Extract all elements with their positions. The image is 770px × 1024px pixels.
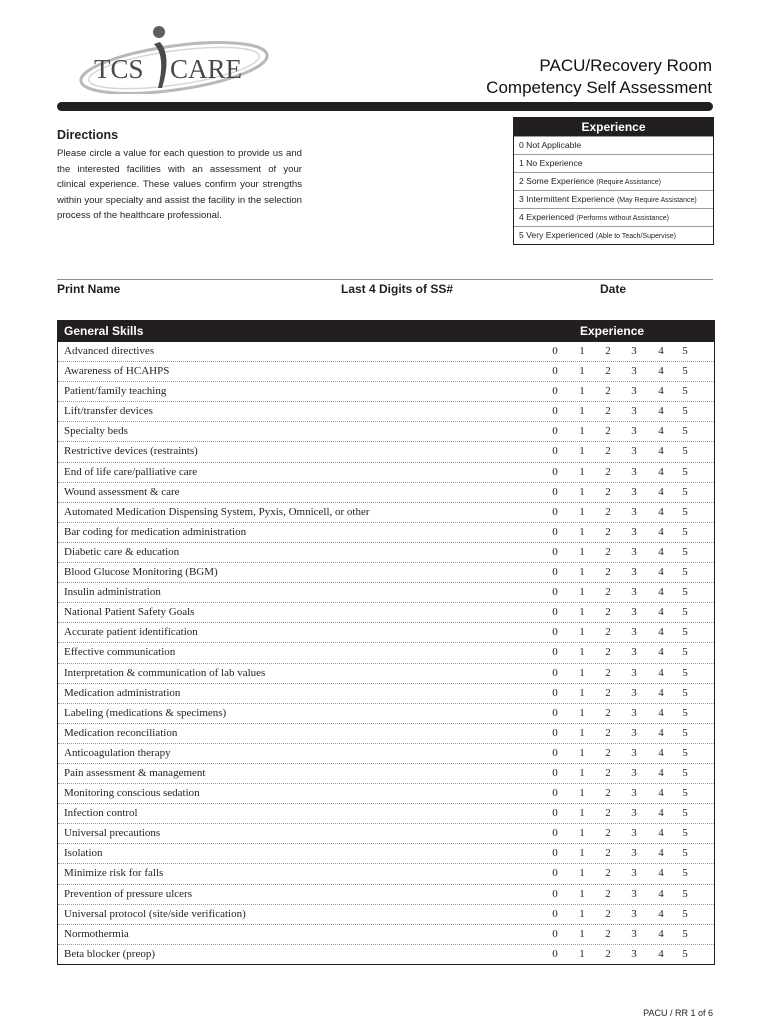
rating-option-0[interactable]: 0 (552, 626, 558, 639)
rating-option-1[interactable]: 1 (579, 927, 585, 940)
rating-option-5[interactable]: 5 (682, 365, 688, 378)
rating-option-5[interactable]: 5 (682, 787, 688, 800)
rating-option-0[interactable]: 0 (552, 485, 558, 498)
rating-option-0[interactable]: 0 (552, 545, 558, 558)
rating-option-3[interactable]: 3 (631, 827, 637, 840)
rating-option-3[interactable]: 3 (631, 626, 637, 639)
rating-option-5[interactable]: 5 (682, 867, 688, 880)
skill-name: Universal protocol (site/side verification) (64, 907, 246, 920)
header-bar (57, 102, 713, 111)
rating-option-3[interactable]: 3 (631, 505, 637, 518)
rating-option-0[interactable]: 0 (552, 465, 558, 478)
rating-option-1[interactable]: 1 (579, 807, 585, 820)
rating-option-3[interactable]: 3 (631, 787, 637, 800)
tcs-care-logo (76, 22, 272, 94)
skill-row (58, 602, 714, 622)
rating-option-2[interactable]: 2 (605, 465, 611, 478)
rating-option-0[interactable]: 0 (552, 425, 558, 438)
rating-option-4[interactable]: 4 (658, 566, 664, 579)
rating-option-3[interactable]: 3 (631, 746, 637, 759)
rating-option-2[interactable]: 2 (605, 907, 611, 920)
skill-name: Lift/transfer devices (64, 405, 153, 418)
rating-option-4[interactable]: 4 (658, 666, 664, 679)
title-line-1: PACU/Recovery Room (539, 56, 712, 75)
rating-option-4[interactable]: 4 (658, 947, 664, 960)
skill-row (58, 924, 714, 944)
rating-option-3[interactable]: 3 (631, 646, 637, 659)
rating-option-1[interactable]: 1 (579, 947, 585, 960)
rating-option-1[interactable]: 1 (579, 345, 585, 357)
skill-name: Advanced directives (64, 345, 155, 357)
rating-option-0[interactable]: 0 (552, 766, 558, 779)
skill-row (58, 823, 714, 843)
skill-row (58, 522, 714, 542)
rating-option-5[interactable]: 5 (682, 545, 688, 558)
rating-option-2[interactable]: 2 (605, 867, 611, 880)
skill-row (58, 421, 714, 441)
skill-name: Interpretation & communication of lab values (64, 666, 266, 679)
rating-option-0[interactable]: 0 (552, 706, 558, 719)
skill-row (58, 502, 714, 522)
rating-option-4[interactable]: 4 (658, 345, 664, 357)
rating-option-5[interactable]: 5 (682, 686, 688, 699)
rating-option-2[interactable]: 2 (605, 586, 611, 599)
rating-option-2[interactable]: 2 (605, 425, 611, 438)
rating-option-0[interactable]: 0 (552, 505, 558, 518)
skill-row (58, 803, 714, 823)
skill-name: Blood Glucose Monitoring (BGM) (64, 566, 218, 579)
rating-option-5[interactable]: 5 (682, 385, 688, 398)
general-skills-header (58, 321, 714, 342)
rating-option-3[interactable]: 3 (631, 907, 637, 920)
skill-row (58, 944, 714, 964)
rating-option-2[interactable]: 2 (605, 827, 611, 840)
rating-option-4[interactable]: 4 (658, 445, 664, 458)
rating-option-2[interactable]: 2 (605, 445, 611, 458)
rating-option-1[interactable]: 1 (579, 566, 585, 579)
rating-option-1[interactable]: 1 (579, 666, 585, 679)
skill-name: Restrictive devices (restraints) (64, 445, 198, 458)
rating-option-1[interactable]: 1 (579, 706, 585, 719)
rating-option-2[interactable]: 2 (605, 766, 611, 779)
rating-option-5[interactable]: 5 (682, 947, 688, 960)
rating-option-4[interactable]: 4 (658, 606, 664, 619)
rating-option-1[interactable]: 1 (579, 425, 585, 438)
date-field[interactable]: Date (600, 282, 627, 296)
rating-option-3[interactable]: 3 (631, 485, 637, 498)
rating-option-1[interactable]: 1 (579, 525, 585, 538)
rating-option-0[interactable]: 0 (552, 947, 558, 960)
rating-option-3[interactable]: 3 (631, 606, 637, 619)
logo-care-text: CARE (170, 54, 243, 84)
rating-option-2[interactable]: 2 (605, 847, 611, 860)
rating-option-5[interactable]: 5 (682, 746, 688, 759)
skill-row (58, 361, 714, 381)
rating-option-4[interactable]: 4 (658, 726, 664, 739)
skill-name: Isolation (64, 847, 103, 860)
rating-option-3[interactable]: 3 (631, 706, 637, 719)
skill-name: Anticoagulation therapy (64, 746, 171, 759)
skill-name: Beta blocker (preop) (64, 947, 156, 960)
rating-option-1[interactable]: 1 (579, 907, 585, 920)
skill-row (58, 863, 714, 883)
rating-option-0[interactable]: 0 (552, 525, 558, 538)
rating-option-3[interactable]: 3 (631, 586, 637, 599)
skill-row (58, 482, 714, 502)
rating-option-0[interactable]: 0 (552, 646, 558, 659)
skill-row (58, 462, 714, 482)
rating-option-1[interactable]: 1 (579, 766, 585, 779)
rating-option-2[interactable]: 2 (605, 646, 611, 659)
directions-heading: Directions (57, 128, 119, 142)
rating-option-4[interactable]: 4 (658, 385, 664, 398)
skill-name: Patient/family teaching (64, 385, 167, 398)
rating-option-1[interactable]: 1 (579, 827, 585, 840)
rating-option-5[interactable]: 5 (682, 566, 688, 579)
rating-option-2[interactable]: 2 (605, 385, 611, 398)
rating-option-2[interactable]: 2 (605, 726, 611, 739)
rating-option-5[interactable]: 5 (682, 465, 688, 478)
rating-option-0[interactable]: 0 (552, 726, 558, 739)
rating-option-4[interactable]: 4 (658, 545, 664, 558)
skill-name: End of life care/palliative care (64, 465, 198, 478)
skill-row (58, 562, 714, 582)
skill-name: Normothermia (64, 927, 129, 940)
rating-option-1[interactable]: 1 (579, 485, 585, 498)
rating-option-4[interactable]: 4 (658, 907, 664, 920)
rating-option-5[interactable]: 5 (682, 445, 688, 458)
rating-option-2[interactable]: 2 (605, 787, 611, 800)
page-title (486, 55, 712, 99)
rating-option-3[interactable]: 3 (631, 425, 637, 438)
rating-option-1[interactable]: 1 (579, 887, 585, 900)
name-line (57, 279, 713, 280)
rating-option-2[interactable]: 2 (605, 666, 611, 679)
skill-name: Automated Medication Dispensing System, Pyxis, Omnicell, or other (64, 505, 370, 518)
experience-legend-item (514, 172, 713, 190)
rating-option-2[interactable]: 2 (605, 626, 611, 639)
rating-option-2[interactable]: 2 (605, 405, 611, 418)
skill-name: National Patient Safety Goals (64, 606, 195, 619)
ssn-field[interactable]: Last 4 Digits of SS# (341, 282, 454, 296)
rating-option-0[interactable]: 0 (552, 887, 558, 900)
legend-label: 5 Very Experienced (519, 230, 594, 240)
rating-option-1[interactable]: 1 (579, 847, 585, 860)
skill-name: Pain assessment & management (64, 766, 206, 779)
rating-option-2[interactable]: 2 (605, 345, 611, 357)
rating-option-2[interactable]: 2 (605, 525, 611, 538)
experience-legend-item (514, 208, 713, 226)
rating-option-3[interactable]: 3 (631, 887, 637, 900)
experience-legend-heading: Experience (514, 118, 713, 136)
experience-legend-item (514, 136, 713, 154)
rating-option-5[interactable]: 5 (682, 666, 688, 679)
skill-name: Insulin administration (64, 586, 161, 599)
rating-option-2[interactable]: 2 (605, 505, 611, 518)
skill-row (58, 381, 714, 401)
experience-legend-item (514, 154, 713, 172)
rating-option-5[interactable]: 5 (682, 827, 688, 840)
rating-option-3[interactable]: 3 (631, 947, 637, 960)
rating-option-5[interactable]: 5 (682, 425, 688, 438)
rating-option-3[interactable]: 3 (631, 927, 637, 940)
rating-option-0[interactable]: 0 (552, 787, 558, 800)
rating-option-3[interactable]: 3 (631, 385, 637, 398)
rating-option-4[interactable]: 4 (658, 867, 664, 880)
rating-option-4[interactable]: 4 (658, 646, 664, 659)
general-skills-heading: General Skills (64, 324, 144, 338)
rating-option-3[interactable]: 3 (631, 445, 637, 458)
rating-option-0[interactable]: 0 (552, 566, 558, 579)
rating-option-4[interactable]: 4 (658, 807, 664, 820)
rating-option-4[interactable]: 4 (658, 586, 664, 599)
rating-option-1[interactable]: 1 (579, 726, 585, 739)
rating-option-5[interactable]: 5 (682, 706, 688, 719)
experience-legend-item (514, 190, 713, 208)
rating-option-4[interactable]: 4 (658, 706, 664, 719)
skill-row (58, 542, 714, 562)
rating-option-1[interactable]: 1 (579, 606, 585, 619)
rating-option-4[interactable]: 4 (658, 365, 664, 378)
rating-option-4[interactable]: 4 (658, 827, 664, 840)
skill-row (58, 743, 714, 763)
general-skills-table (57, 320, 715, 965)
rating-option-5[interactable]: 5 (682, 505, 688, 518)
rating-option-4[interactable]: 4 (658, 927, 664, 940)
rating-option-0[interactable]: 0 (552, 907, 558, 920)
rating-option-3[interactable]: 3 (631, 405, 637, 418)
rating-option-3[interactable]: 3 (631, 686, 637, 699)
skill-row (58, 763, 714, 783)
rating-option-0[interactable]: 0 (552, 827, 558, 840)
page-footer: PACU / RR 1 of 6 (643, 1008, 713, 1018)
rating-option-3[interactable]: 3 (631, 566, 637, 579)
rating-option-1[interactable]: 1 (579, 545, 585, 558)
rating-option-3[interactable]: 3 (631, 525, 637, 538)
rating-option-0[interactable]: 0 (552, 365, 558, 378)
rating-option-4[interactable]: 4 (658, 887, 664, 900)
rating-option-1[interactable]: 1 (579, 746, 585, 759)
rating-option-1[interactable]: 1 (579, 365, 585, 378)
rating-option-5[interactable]: 5 (682, 907, 688, 920)
rating-option-0[interactable]: 0 (552, 586, 558, 599)
rating-option-4[interactable]: 4 (658, 787, 664, 800)
rating-option-0[interactable]: 0 (552, 867, 558, 880)
rating-option-0[interactable]: 0 (552, 847, 558, 860)
rating-option-0[interactable]: 0 (552, 405, 558, 418)
rating-option-5[interactable]: 5 (682, 525, 688, 538)
rating-option-2[interactable]: 2 (605, 887, 611, 900)
rating-option-0[interactable]: 0 (552, 686, 558, 699)
rating-option-2[interactable]: 2 (605, 545, 611, 558)
skill-name: Awareness of HCAHPS (64, 365, 170, 378)
rating-option-0[interactable]: 0 (552, 385, 558, 398)
rating-option-2[interactable]: 2 (605, 927, 611, 940)
rating-option-0[interactable]: 0 (552, 746, 558, 759)
skill-row (58, 663, 714, 683)
skill-row (58, 441, 714, 461)
rating-option-4[interactable]: 4 (658, 465, 664, 478)
skill-name: Infection control (64, 807, 138, 820)
rating-option-1[interactable]: 1 (579, 626, 585, 639)
title-line-2: Competency Self Assessment (486, 78, 712, 97)
rating-option-5[interactable]: 5 (682, 807, 688, 820)
skill-name: Accurate patient identification (64, 626, 198, 639)
rating-option-5[interactable]: 5 (682, 766, 688, 779)
skill-name: Monitoring conscious sedation (64, 787, 200, 800)
rating-option-1[interactable]: 1 (579, 787, 585, 800)
rating-option-5[interactable]: 5 (682, 405, 688, 418)
rating-option-4[interactable]: 4 (658, 766, 664, 779)
skill-row (58, 843, 714, 863)
skill-row (58, 342, 714, 361)
rating-option-2[interactable]: 2 (605, 485, 611, 498)
rating-option-4[interactable]: 4 (658, 847, 664, 860)
skill-row (58, 703, 714, 723)
rating-option-0[interactable]: 0 (552, 606, 558, 619)
directions-text: Please circle a value for each question to provide us and the interested facilities with an assessment of your clinical experience. These values confirm your strengths within your specialty and assist the facility in the selection process of the healthcare professional. (57, 148, 302, 222)
legend-label: 1 No Experience (519, 158, 583, 168)
rating-option-0[interactable]: 0 (552, 927, 558, 940)
rating-option-2[interactable]: 2 (605, 947, 611, 960)
rating-option-3[interactable]: 3 (631, 766, 637, 779)
rating-option-2[interactable]: 2 (605, 606, 611, 619)
legend-note: (Require Assistance) (596, 179, 661, 186)
rating-option-1[interactable]: 1 (579, 445, 585, 458)
rating-option-0[interactable]: 0 (552, 666, 558, 679)
rating-option-2[interactable]: 2 (605, 746, 611, 759)
rating-option-3[interactable]: 3 (631, 465, 637, 478)
rating-option-0[interactable]: 0 (552, 807, 558, 820)
rating-option-4[interactable]: 4 (658, 686, 664, 699)
skill-row (58, 622, 714, 642)
rating-option-2[interactable]: 2 (605, 807, 611, 820)
legend-label: 4 Experienced (519, 212, 574, 222)
rating-option-1[interactable]: 1 (579, 646, 585, 659)
rating-option-3[interactable]: 3 (631, 666, 637, 679)
rating-option-1[interactable]: 1 (579, 505, 585, 518)
rating-option-3[interactable]: 3 (631, 867, 637, 880)
skill-row (58, 401, 714, 421)
skill-name: Medication administration (64, 686, 181, 699)
skill-name: Specialty beds (64, 425, 128, 438)
print-name-field[interactable]: Print Name (57, 282, 121, 296)
rating-option-4[interactable]: 4 (658, 425, 664, 438)
skill-row (58, 884, 714, 904)
experience-legend-item (514, 226, 713, 244)
skill-row (58, 723, 714, 743)
rating-option-2[interactable]: 2 (605, 365, 611, 378)
rating-option-5[interactable]: 5 (682, 626, 688, 639)
legend-note: (Performs without Assistance) (576, 215, 669, 222)
rating-option-5[interactable]: 5 (682, 887, 688, 900)
rating-option-5[interactable]: 5 (682, 726, 688, 739)
rating-option-4[interactable]: 4 (658, 505, 664, 518)
rating-option-1[interactable]: 1 (579, 465, 585, 478)
experience-column-heading: Experience (580, 324, 645, 338)
skill-row (58, 683, 714, 703)
rating-option-4[interactable]: 4 (658, 525, 664, 538)
rating-option-1[interactable]: 1 (579, 385, 585, 398)
rating-option-3[interactable]: 3 (631, 726, 637, 739)
rating-option-5[interactable]: 5 (682, 345, 688, 357)
skill-row (58, 783, 714, 803)
rating-option-5[interactable]: 5 (682, 586, 688, 599)
skill-row (58, 642, 714, 662)
legend-label: 0 Not Applicable (519, 140, 582, 150)
rating-option-1[interactable]: 1 (579, 867, 585, 880)
rating-option-5[interactable]: 5 (682, 606, 688, 619)
skill-name: Effective communication (64, 646, 176, 659)
rating-option-3[interactable]: 3 (631, 847, 637, 860)
rating-option-4[interactable]: 4 (658, 405, 664, 418)
rating-option-5[interactable]: 5 (682, 485, 688, 498)
logo-tcs-text: TCS (94, 54, 144, 84)
rating-option-3[interactable]: 3 (631, 365, 637, 378)
rating-option-5[interactable]: 5 (682, 646, 688, 659)
legend-label: 2 Some Experience (519, 176, 594, 186)
skill-name: Diabetic care & education (64, 545, 180, 558)
rating-option-2[interactable]: 2 (605, 566, 611, 579)
legend-note: (May Require Assistance) (616, 197, 697, 204)
rating-option-1[interactable]: 1 (579, 405, 585, 418)
rating-option-5[interactable]: 5 (682, 847, 688, 860)
rating-option-1[interactable]: 1 (579, 686, 585, 699)
rating-option-3[interactable]: 3 (631, 807, 637, 820)
skill-name: Medication reconciliation (64, 726, 178, 739)
rating-option-5[interactable]: 5 (682, 927, 688, 940)
skill-name: Minimize risk for falls (64, 867, 164, 880)
skill-name: Universal precautions (64, 827, 161, 840)
rating-option-2[interactable]: 2 (605, 686, 611, 699)
rating-option-2[interactable]: 2 (605, 706, 611, 719)
rating-option-0[interactable]: 0 (552, 445, 558, 458)
legend-label: 3 Intermittent Experience (519, 194, 615, 204)
rating-option-4[interactable]: 4 (658, 626, 664, 639)
skill-name: Wound assessment & care (64, 485, 180, 498)
experience-legend (513, 117, 714, 245)
rating-option-0[interactable]: 0 (552, 345, 558, 357)
skill-row (58, 904, 714, 924)
skill-name: Bar coding for medication administration (64, 525, 247, 538)
skill-name: Prevention of pressure ulcers (64, 887, 192, 900)
rating-option-3[interactable]: 3 (631, 545, 637, 558)
rating-option-4[interactable]: 4 (658, 485, 664, 498)
rating-option-3[interactable]: 3 (631, 345, 637, 357)
rating-option-4[interactable]: 4 (658, 746, 664, 759)
skill-name: Labeling (medications & specimens) (64, 706, 227, 719)
legend-note: (Able to Teach/Supervise) (595, 233, 676, 240)
rating-option-1[interactable]: 1 (579, 586, 585, 599)
skill-row (58, 582, 714, 602)
